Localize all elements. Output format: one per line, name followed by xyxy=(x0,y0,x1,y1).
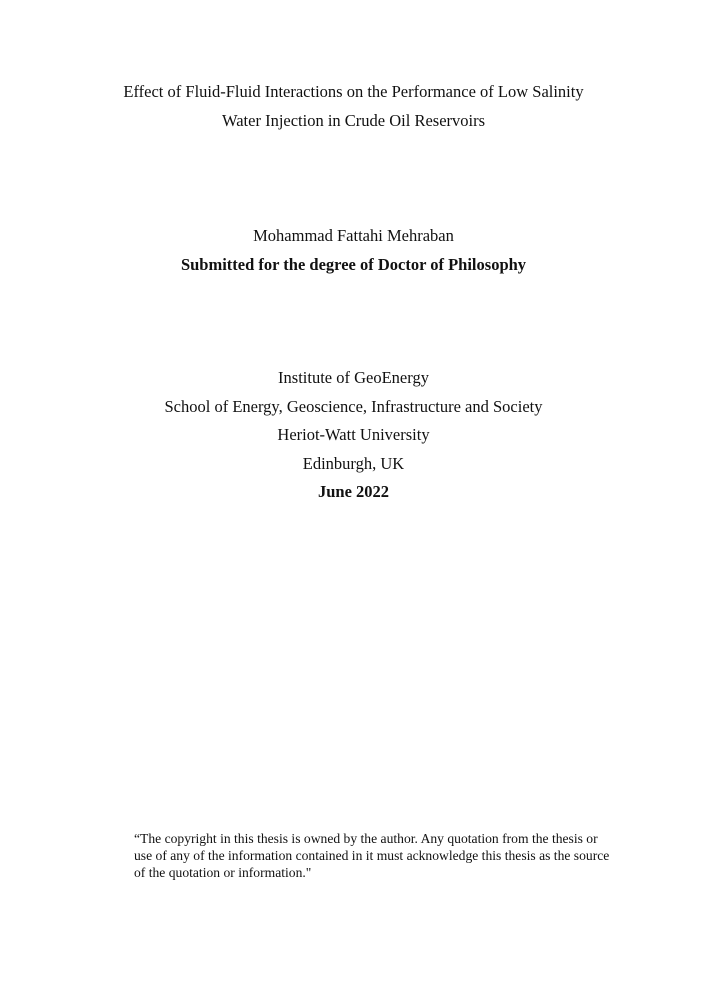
thesis-title-line-1: Effect of Fluid-Fluid Interactions on the Performance of Low Salinity xyxy=(123,82,584,101)
copyright-notice xyxy=(134,830,644,881)
institute-name: Institute of GeoEnergy xyxy=(278,368,429,387)
copyright-notice-line-1: “The copyright in this thesis is owned by the author. Any quotation from the thesis or xyxy=(134,831,598,846)
school-name: School of Energy, Geoscience, Infrastructure and Society xyxy=(164,397,543,416)
copyright-notice-line-3: of the quotation or information." xyxy=(134,865,312,880)
location: Edinburgh, UK xyxy=(302,454,405,473)
copyright-notice-line-2: use of any of the information contained in it must acknowledge this thesis as the source xyxy=(134,848,610,863)
submission-date: June 2022 xyxy=(317,482,390,501)
author-name: Mohammad Fattahi Mehraban xyxy=(253,226,454,245)
university-name: Heriot-Watt University xyxy=(277,425,430,444)
thesis-title-line-2: Water Injection in Crude Oil Reservoirs xyxy=(221,111,486,130)
degree-statement: Submitted for the degree of Doctor of Philosophy xyxy=(180,255,527,274)
